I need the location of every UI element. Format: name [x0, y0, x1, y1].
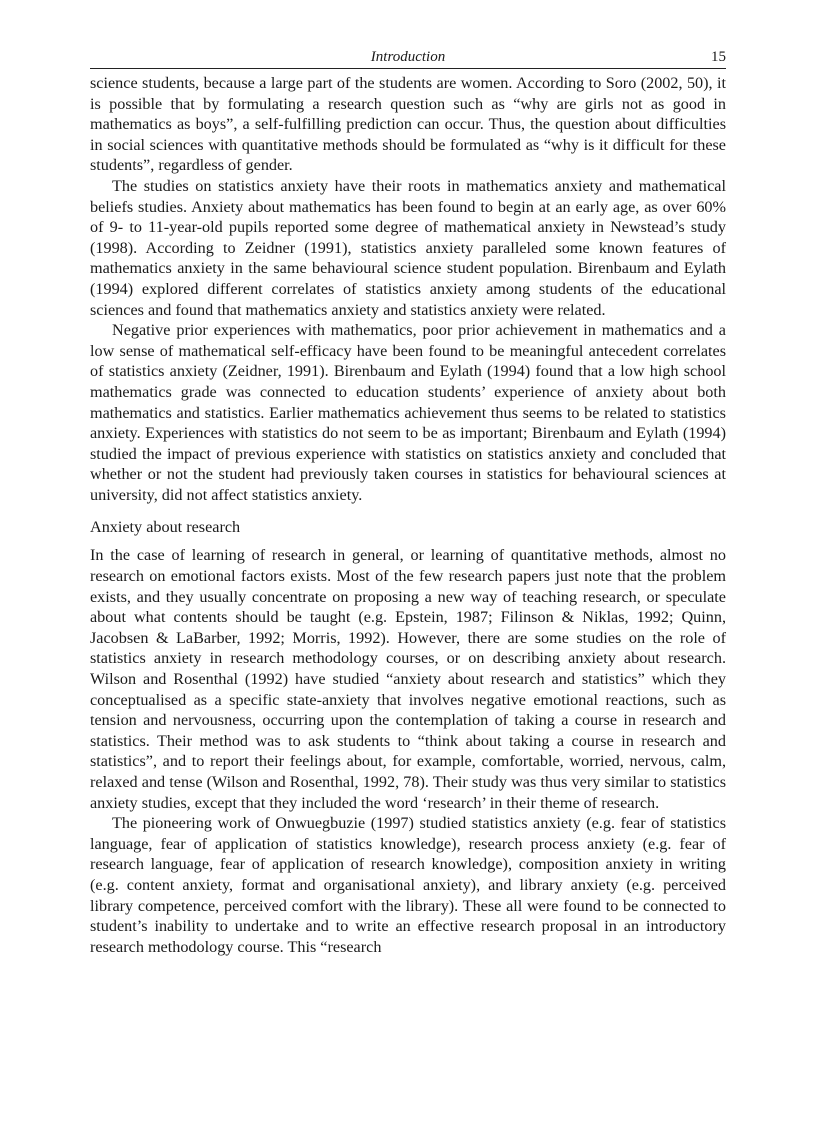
running-head-title: Introduction: [370, 49, 446, 65]
running-header: [90, 46, 726, 69]
body-text: [90, 73, 726, 957]
section-heading: Anxiety about research: [90, 518, 241, 537]
page-number: 15: [711, 49, 726, 65]
document-page: [90, 46, 726, 957]
paragraph: The studies on statistics anxiety have their roots in mathematics anxiety and mathematical beliefs studies. Anxiety about mathematics has been found to begin at an early age, as over 60% of 9- to 11-year-old pupils reported some degree of mathematical anxiety in Newstead’s study (1998). According to Zeidner (1991), statistics anxiety paralleled some known features of mathematics anxiety in the same behavioural science student population. Birenbaum and Eylath (1994) explored different correlates of statistics anxiety among students of the educational sciences and found that mathematics anxiety and statistics anxiety were related.: [90, 176, 726, 319]
paragraph: Negative prior experiences with mathematics, poor prior achievement in mathematics and a low sense of mathematical self-efficacy have been found to be meaningful antecedent correlates of statistics anxiety (Zeidner, 1991). Birenbaum and Eylath (1994) found that a low high school mathematics grade was connected to education students’ experience of anxiety about both mathematics and statistics. Earlier mathematics achievement thus seems to be related to statistics anxiety. Experiences with statistics do not seem to be as important; Birenbaum and Eylath (1994) studied the impact of previous experience with statistics on statistics anxiety and concluded that whether or not the student had previously taken courses in statistics for behavioural sciences at university, did not affect statistics anxiety.: [90, 321, 726, 504]
paragraph: The pioneering work of Onwuegbuzie (1997) studied statistics anxiety (e.g. fear of statistics language, fear of application of statistics knowledge), research process anxiety (e.g. fear of research language, fear of application of research knowledge), composition anxiety in writing (e.g. content anxiety, format and organisational anxiety), and library anxiety (e.g. perceived library competence, perceived comfort with the library). These all were found to be connected to student’s inability to undertake and to write an effective research proposal in an introductory research methodology course. This “research: [90, 814, 726, 956]
paragraph: science students, because a large part of the students are women. According to Soro (2002, 50), it is possible that by formulating a research question such as “why are girls not as good in mathematics as boys”, a self-fulfilling prediction can occur. Thus, the question about difficulties in social sciences with quantitative methods should be formulated as “why is it difficult for these students”, regardless of gender.: [90, 74, 726, 175]
paragraph: In the case of learning of research in general, or learning of quantitative methods, almost no research on emotional factors exists. Most of the few research papers just note that the problem exists, and they usually concentrate on proposing a new way of teaching research, or speculate about what contents should be taught (e.g. Epstein, 1987; Filinson & Niklas, 1992; Quinn, Jacobsen & LaBarber, 1992; Morris, 1992). However, there are some studies on the role of statistics anxiety in research methodology courses, or on describing anxiety about research. Wilson and Rosenthal (1992) have studied “anxiety about research and statistics” which they conceptualised as a specific state-anxiety that involves negative emotional reactions, such as tension and nervousness, occurring upon the contemplation of taking a course in research and statistics. Their method was to ask students to “think about taking a course in research and statistics”, and to report their feelings about, for example, comfortable, worried, nervous, calm, relaxed and tense (Wilson and Rosenthal, 1992, 78). Their study was thus very similar to statistics anxiety studies, except that they included the word ‘research’ in their theme of research.: [90, 546, 726, 812]
